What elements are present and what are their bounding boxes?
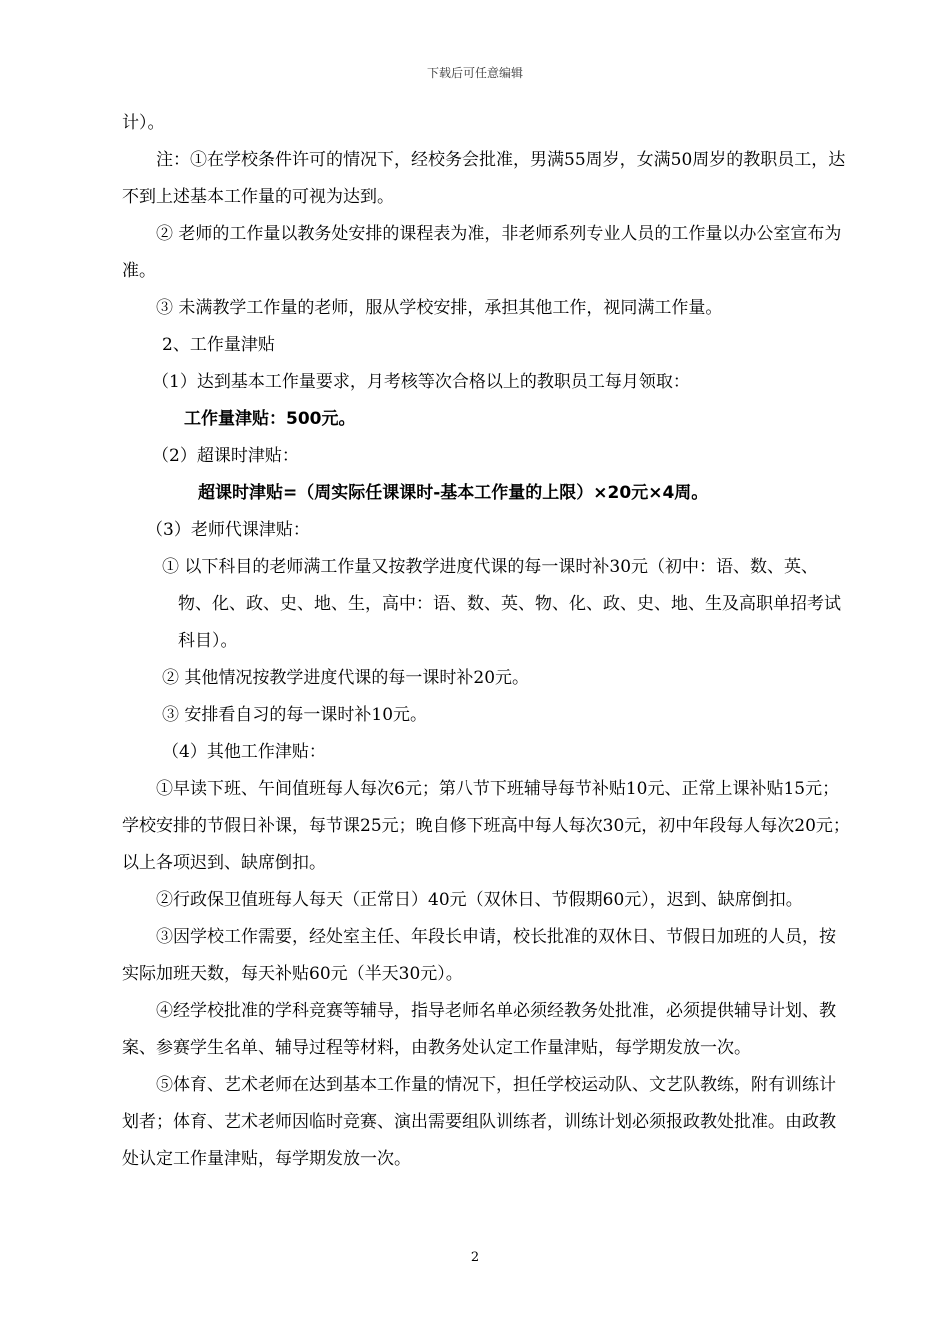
item-3-substitute-allowance: （3）老师代课津贴： — [146, 520, 310, 540]
substitute-rule-1: ① 以下科目的老师满工作量又按教学进度代课的每一课时补30元（初中：语、数、英、物、化、政、史、地、生，高中：语、数、英、物、化、政、史、地、生及高职单招考试科目）。 — [162, 557, 841, 651]
page-header-note: 下载后可任意编辑 — [426, 66, 523, 80]
item-1-basic-workload: （1）达到基本工作量要求，月考核等次合格以上的教职员工每月领取： — [152, 372, 690, 392]
item-4-other-allowance: （4）其他工作津贴： — [162, 742, 326, 762]
note-3: ③ 未满教学工作量的老师，服从学校安排，承担其他工作，视同满工作量。 — [156, 298, 723, 318]
substitute-rule-2: ② 其他情况按教学进度代课的每一课时补20元。 — [162, 668, 530, 688]
other-rule-4: ④经学校批准的学科竞赛等辅导，指导老师名单必须经教务处批准，必须提供辅导计划、教案、参赛学生名单、辅导过程等材料，由教务处认定工作量津贴，每学期发放一次。 — [122, 1001, 836, 1058]
other-rule-5: ⑤体育、艺术老师在达到基本工作量的情况下，担任学校运动队、文艺队教练，附有训练计划者；体育、艺术老师因临时竞赛、演出需要组队训练者，训练计划必须报政教处批准。由政教处认定工作量津贴，每学期发放一次。 — [122, 1075, 836, 1169]
document-body — [122, 105, 852, 1178]
note-2: ② 老师的工作量以教务处安排的课程表为准，非老师系列专业人员的工作量以办公室宣布为准。 — [122, 224, 842, 281]
item-2-overtime-allowance: （2）超课时津贴： — [152, 446, 299, 466]
substitute-rule-3: ③ 安排看自习的每一课时补10元。 — [162, 705, 428, 725]
section-heading-workload-allowance: 2、工作量津贴 — [162, 335, 275, 355]
overtime-allowance-formula: 超课时津贴=（周实际任课课时-基本工作量的上限）×20元×4周。 — [198, 483, 709, 503]
other-rule-2: ②行政保卫值班每人每天（正常日）40元（双休日、节假期60元），迟到、缺席倒扣。 — [156, 890, 803, 910]
note-1: 注：①在学校条件许可的情况下，经校务会批准，男满55周岁，女满50周岁的教职员工，达不到上述基本工作量的可视为达到。 — [122, 150, 846, 207]
workload-allowance-amount: 工作量津贴：500元。 — [184, 409, 356, 429]
paragraph-continuation: 计）。 — [122, 113, 165, 133]
other-rule-3: ③因学校工作需要，经处室主任、年段长申请，校长批准的双休日、节假日加班的人员，按实际加班天数，每天补贴60元（半天30元）。 — [122, 927, 836, 984]
page-number: 2 — [470, 1250, 480, 1265]
other-rule-1: ①早读下班、午间值班每人每次6元；第八节下班辅导每节补贴10元、正常上课补贴15元；学校安排的节假日补课，每节课25元；晚自修下班高中每人每次30元，初中年段每人每次20元；以上各项迟到、缺席倒扣。 — [122, 779, 850, 873]
